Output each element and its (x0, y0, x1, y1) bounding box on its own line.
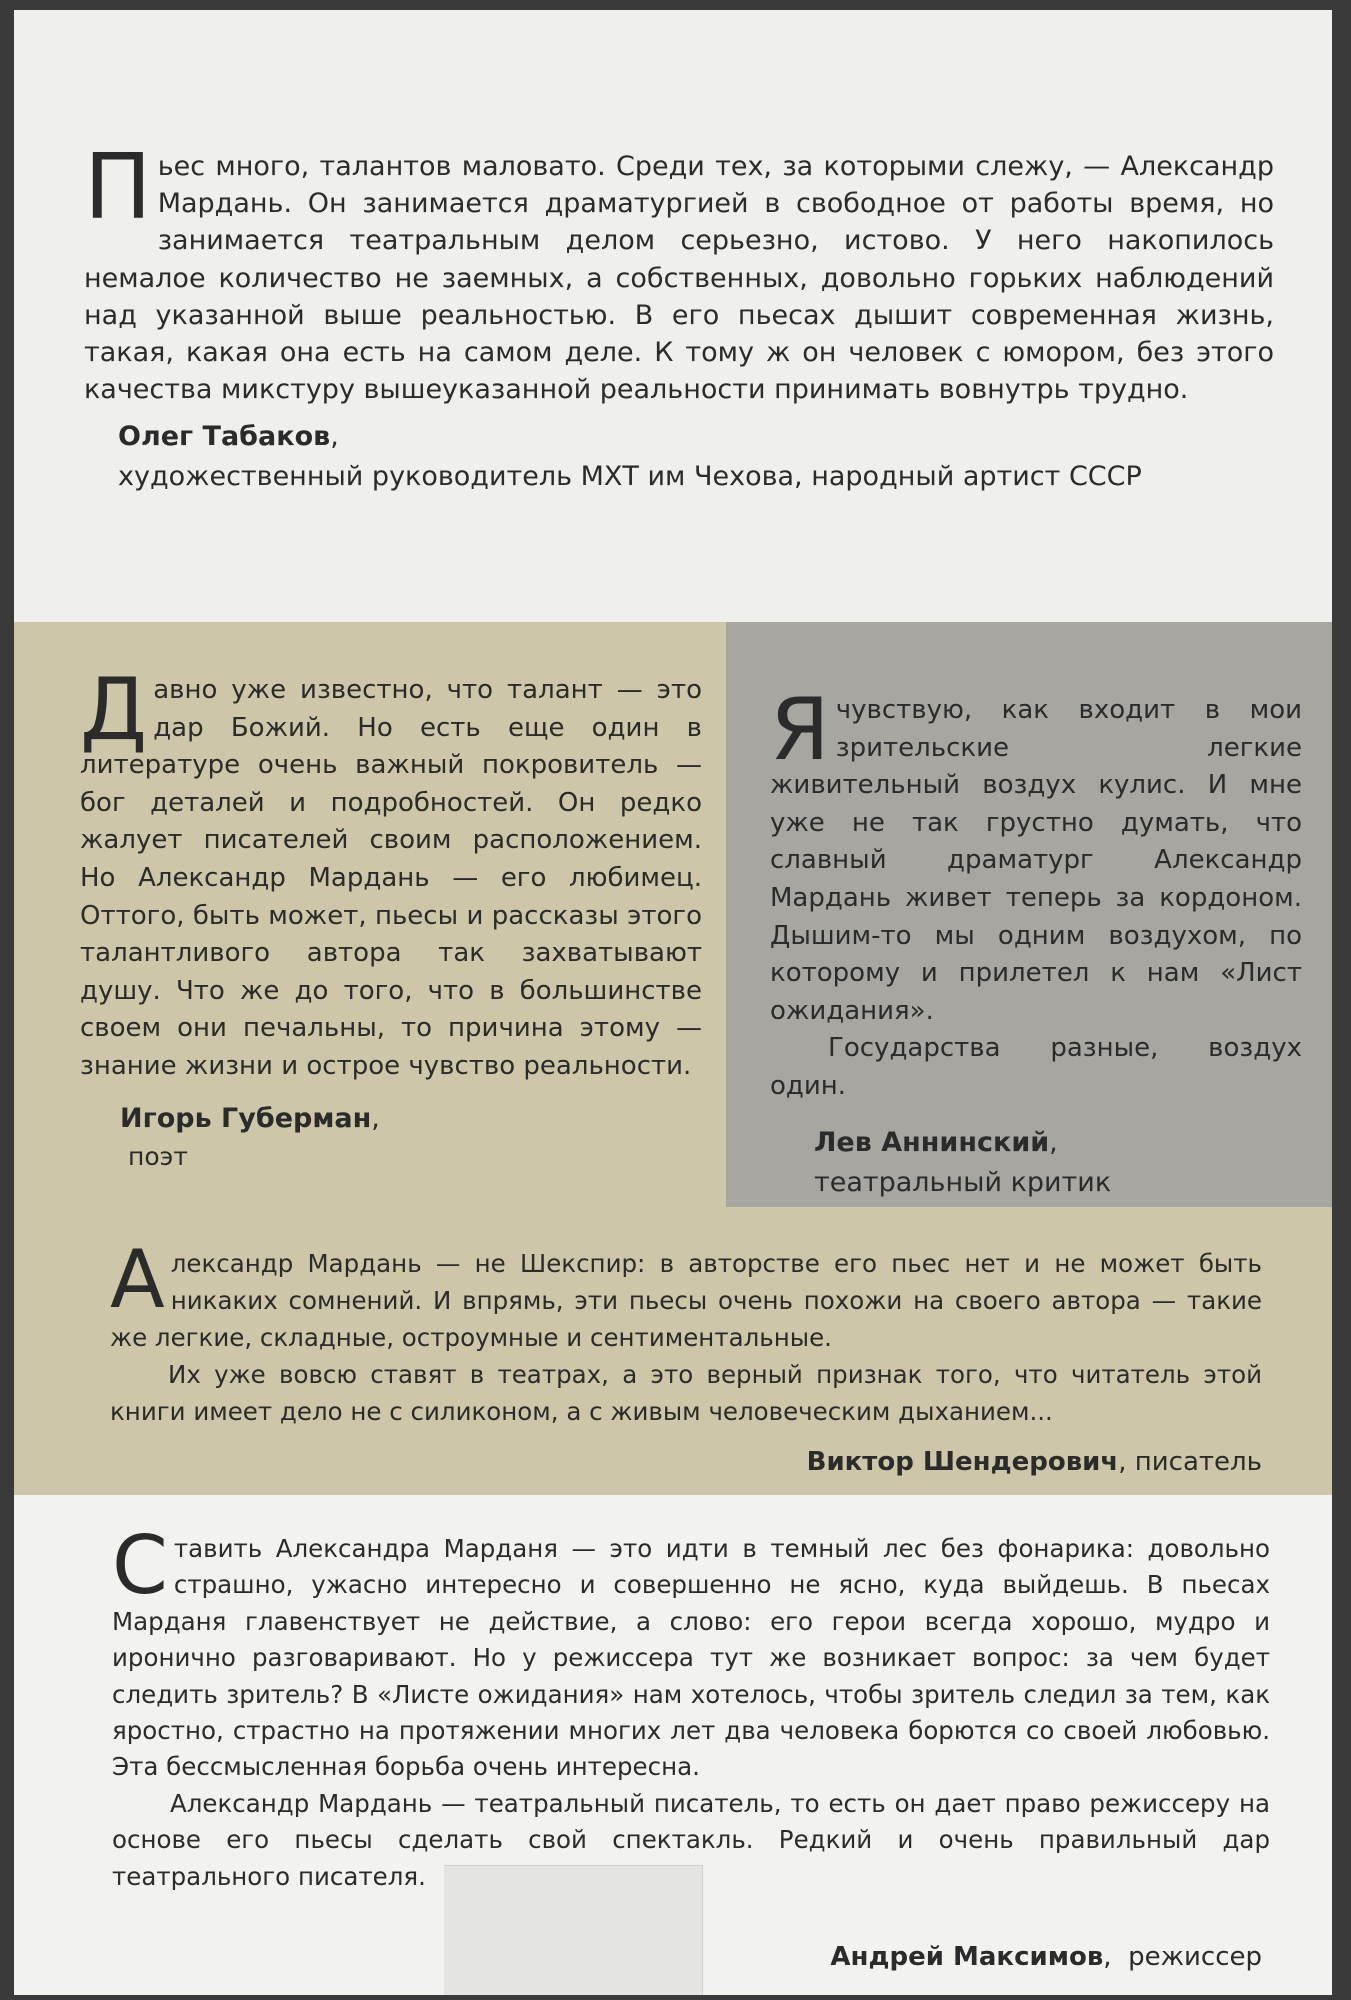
quote-text: Пьес много, талантов маловато. Среди тех, за которыми слежу, — Александр Мардань. Он занимается драматургией в свободное от работы время, но занимается театральным делом серьезно, истово. У него накопилось немалое количество не заемных, а собственных, довольно горьких наблюдений над указанной выше реальностью. В его пьесах дышит современная жизнь, такая, какая она есть на самом деле. К тому ж он человек с юмором, без этого качества микстуру вышеуказанной реальности принимать вовнутрь трудно. (84, 135, 1274, 406)
quote-author: Игорь Губерман, (120, 1102, 380, 1134)
drop-cap: Д (80, 660, 148, 760)
quote-author-role: режиссер (1128, 1942, 1262, 1973)
drop-cap: С (112, 1519, 168, 1612)
drop-cap: А (110, 1233, 165, 1326)
quote-anninsky (726, 622, 1332, 1207)
quote-text-2: Государства разные, воздух один. (770, 1033, 1302, 1101)
quote-author-role: театральный критик (814, 1166, 1112, 1198)
quote-text: Ставить Александра Марданя — это идти в темный лес без фонарика: довольно страшно, ужасно интересно и совершенно не ясно, куда выйдешь. В пьесах Марданя главенствует не действие, а слово: его герои всегда хорошо, мудро и иронично разговаривают. Но у режиссера тут же возникает вопрос: за чем будет следить зритель? В «Листе ожидания» нам хотелось, чтобы зритель следил за тем, как яростно, страстно на протяжении многих лет два человека борются со своей любовью. Эта бессмысленная борьба очень интересна. (112, 1519, 1270, 1782)
quote-author-role: художественный руководитель МХТ им Чехова, народный артист СССР (118, 461, 1142, 493)
quote-text-2: Их уже вовсю ставят в театрах, а это верный признак того, что читатель этой книги имеет дело не с силиконом, а с живым человеческим дыханием... (110, 1360, 1262, 1426)
quote-author: Андрей Максимов, режиссер (830, 1942, 1262, 1973)
quote-author: Виктор Шендерович, писатель (806, 1447, 1262, 1477)
quote-author: Олег Табаков, (118, 421, 339, 453)
quote-text-2: Александр Мардань — театральный писатель, то есть он дает право режиссеру на основе его пьесы сделать свой спектакль. Редкий и очень правильный дар театрального писателя. (112, 1788, 1270, 1891)
quote-text: Давно уже известно, что талант — это дар Божий. Но есть еще один в литературе очень важный покровитель — бог деталей и подробностей. Он редко жалует писателей своим расположением. Но Александр Мардань — его любимец. Оттого, быть может, пьесы и рассказы этого талантливого автора так захватывают душу. Что же до того, что в большинстве своем они печальны, то причина этому — знание жизни и острое чувство реальности. (80, 660, 702, 1081)
quote-tabakov (14, 10, 1332, 622)
quote-author-role: поэт (128, 1141, 188, 1171)
drop-cap: Я (770, 680, 830, 780)
quote-text: Александр Мардань — не Шекспир: в авторстве его пьес нет и не может быть никаких сомнений. И впрямь, эти пьесы очень похожи на своего автора — такие же легкие, складные, остроумные и сентиментальные. (110, 1233, 1262, 1352)
quote-text: Ячувствую, как входит в мои зрительские легкие живительный воздух кулис. И мне уже не так грустно думать, что славный драматург Александр Мардань живет теперь за кордоном. Дышим-то мы одним воздухом, по которому и прилетел к нам «Лист ожидания». (770, 680, 1302, 1026)
quote-guberman (14, 622, 726, 1230)
book-back-cover (14, 10, 1332, 1995)
quote-author-role: писатель (1134, 1447, 1262, 1477)
barcode-sticker-area (444, 1865, 703, 1995)
drop-cap: П (84, 135, 152, 240)
quote-shenderovich (14, 1207, 1332, 1495)
quote-author: Лев Аннинский, (814, 1126, 1058, 1158)
